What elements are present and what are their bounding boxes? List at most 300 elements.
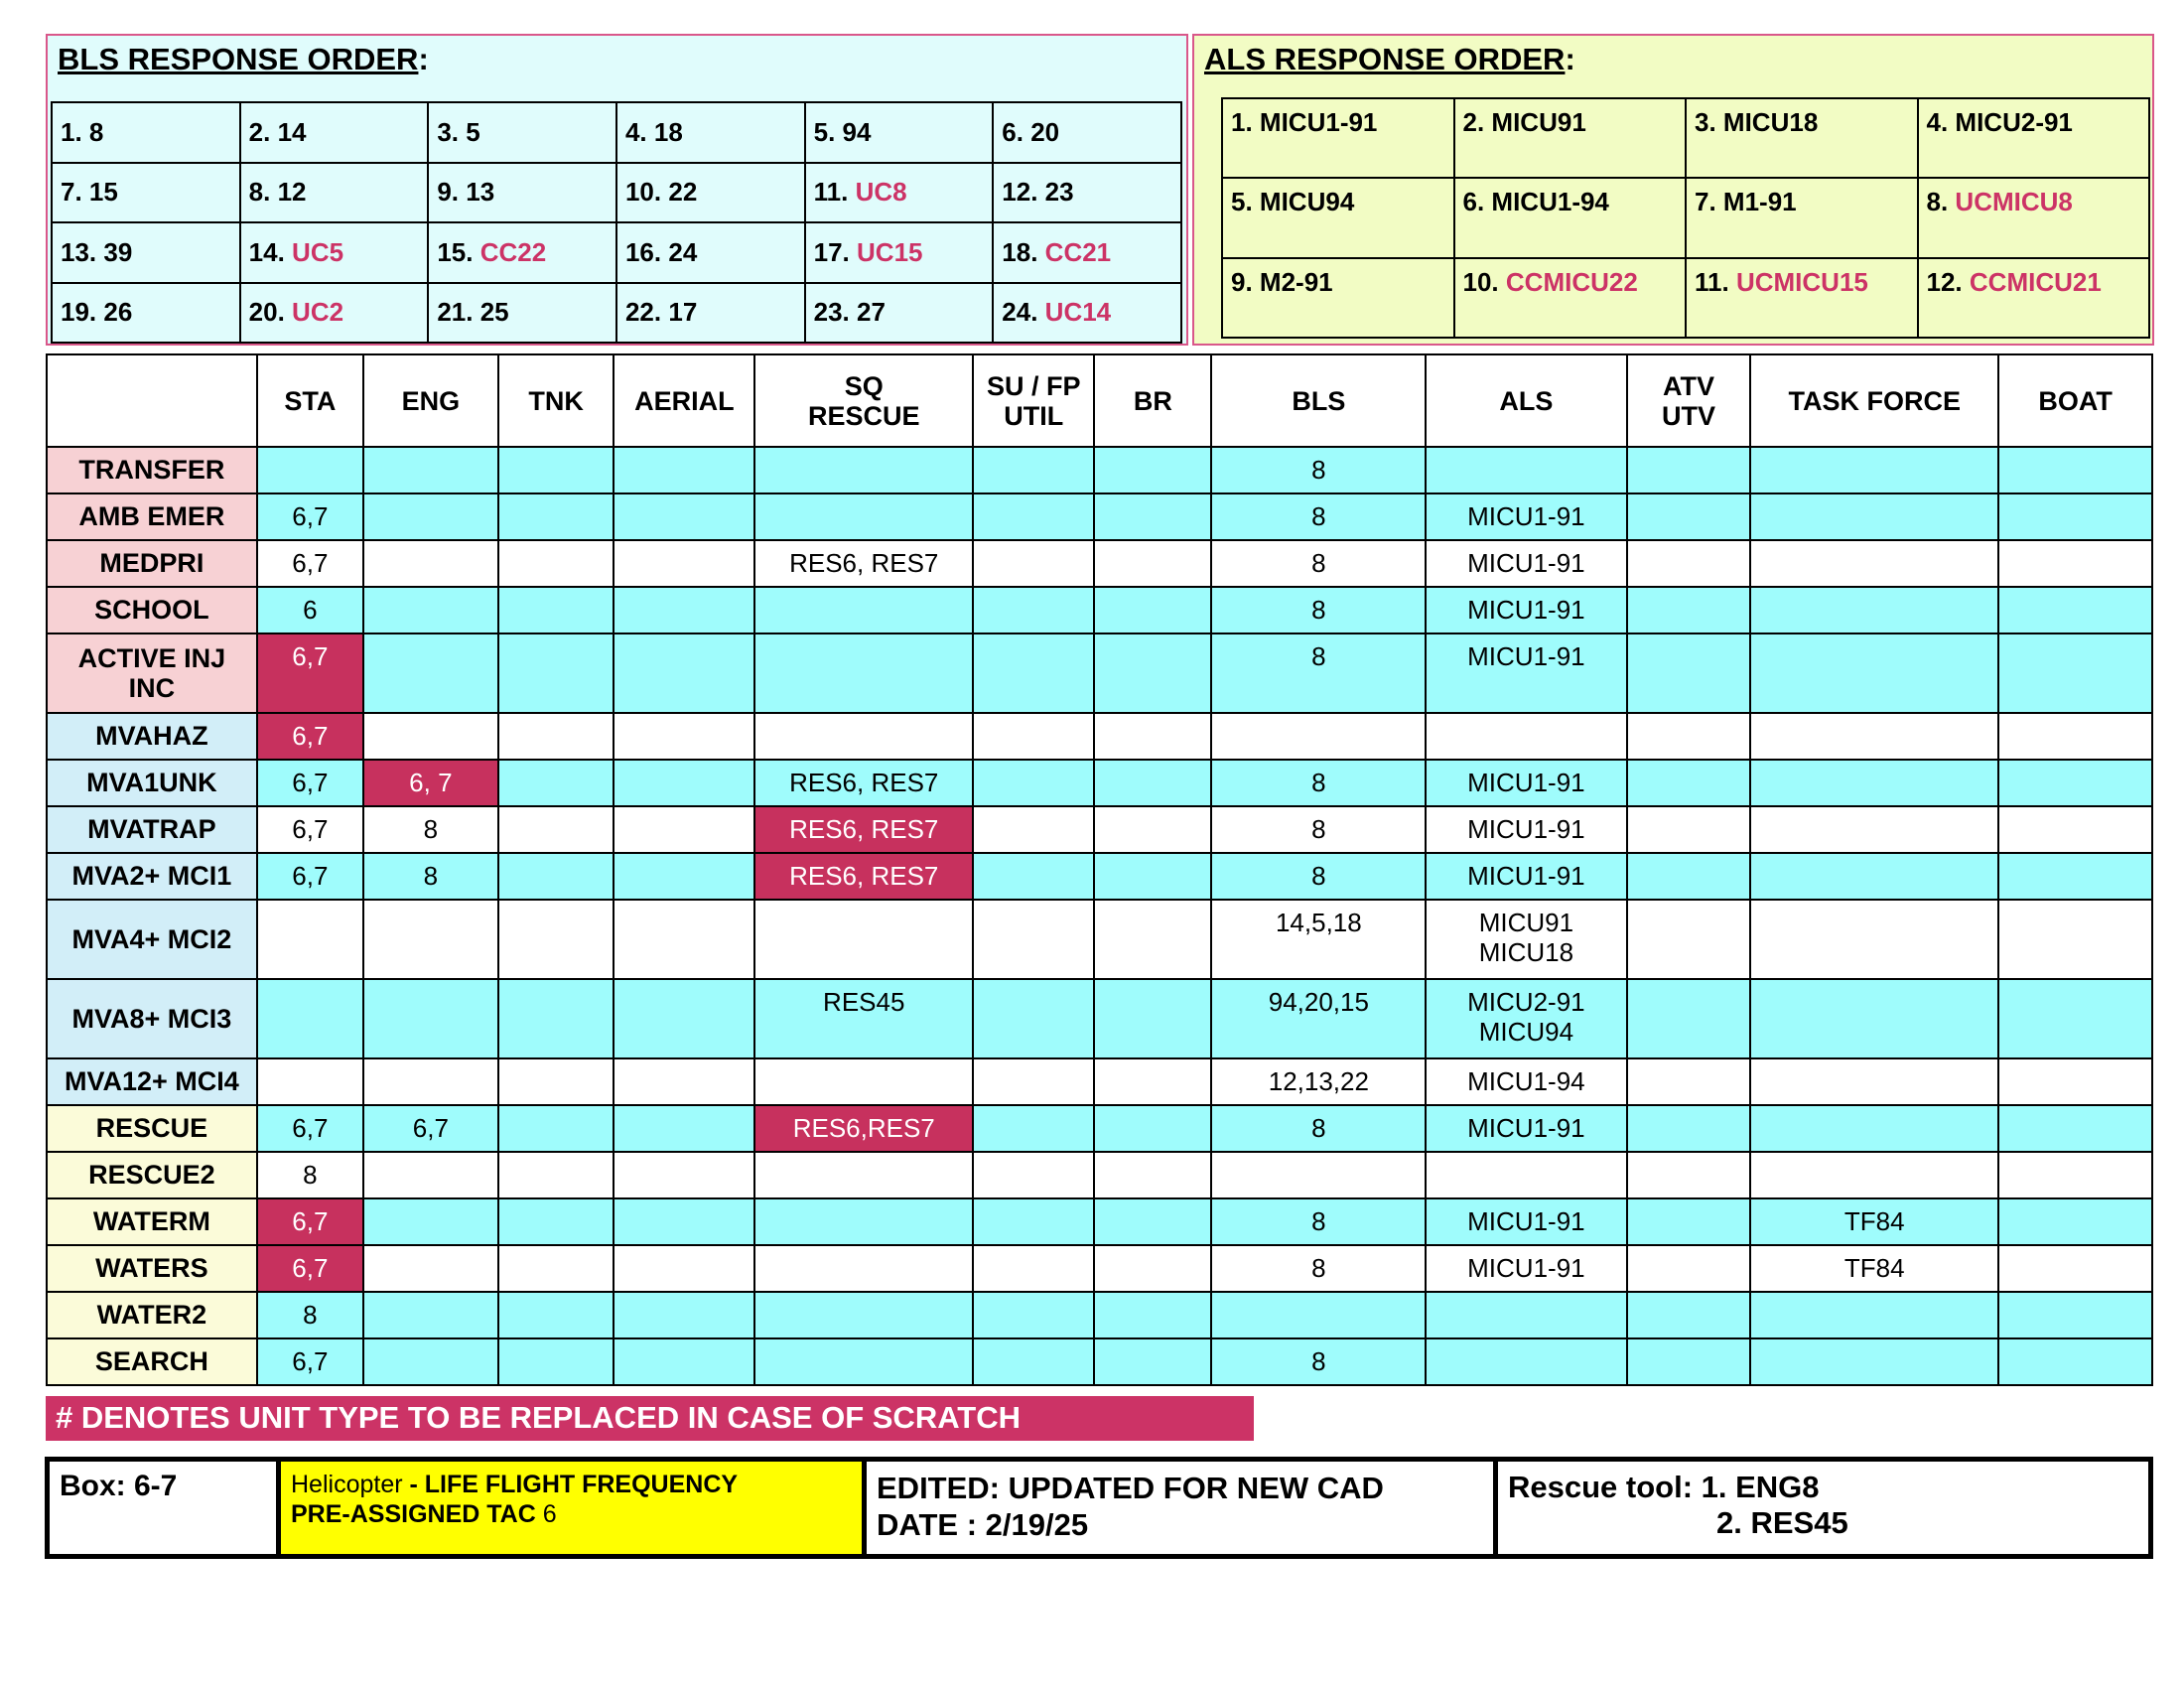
grid-cell	[363, 447, 498, 493]
grid-cell	[363, 540, 498, 587]
grid-cell	[1750, 806, 1998, 853]
grid-cell	[1094, 1105, 1211, 1152]
grid-cell	[614, 1292, 754, 1338]
grid-cell	[363, 1152, 498, 1198]
grid-cell	[1627, 900, 1751, 979]
grid-cell: 6,7	[257, 493, 363, 540]
order-rank: 18.	[1002, 236, 1038, 267]
order-rank: 10.	[624, 177, 662, 208]
grid-cell: 8	[257, 1292, 363, 1338]
grid-cell	[1998, 1198, 2152, 1245]
grid-cell: RES45	[754, 979, 973, 1058]
table-row	[47, 713, 2152, 760]
grid-cell	[363, 1198, 498, 1245]
grid-cell	[498, 713, 614, 760]
order-unit: UCMICU15	[1735, 266, 1868, 297]
bls-order-cell	[240, 163, 429, 223]
order-rank: 16.	[624, 236, 662, 267]
bls-order-cell	[805, 163, 994, 223]
grid-cell	[1750, 587, 1998, 633]
grid-cell	[363, 979, 498, 1058]
grid-cell: MICU1-91	[1426, 760, 1626, 806]
column-header: ATV UTV	[1627, 354, 1751, 447]
bls-order-cell	[805, 283, 994, 344]
bls-order-cell	[616, 102, 805, 163]
grid-cell	[1998, 447, 2152, 493]
grid-cell	[1094, 540, 1211, 587]
grid-cell	[973, 713, 1094, 760]
bls-title: BLS RESPONSE ORDER:	[58, 42, 429, 76]
grid-cell	[1998, 979, 2152, 1058]
grid-cell	[1627, 447, 1751, 493]
grid-cell: 8	[1211, 540, 1426, 587]
column-header: BR	[1094, 354, 1211, 447]
row-label: WATER2	[47, 1292, 257, 1338]
order-unit: UC14	[1044, 297, 1112, 328]
grid-cell	[363, 1338, 498, 1385]
grid-cell	[1998, 713, 2152, 760]
als-order-cell	[1454, 178, 1687, 257]
grid-cell	[1750, 900, 1998, 979]
order-rank: 3.	[437, 116, 459, 147]
row-label: SEARCH	[47, 1338, 257, 1385]
grid-cell	[614, 853, 754, 900]
column-header: AERIAL	[614, 354, 754, 447]
grid-cell: RES6,RES7	[754, 1105, 973, 1152]
grid-cell	[754, 1338, 973, 1385]
grid-cell	[498, 1105, 614, 1152]
table-row	[47, 633, 2152, 713]
grid-cell	[363, 587, 498, 633]
grid-cell	[1750, 1152, 1998, 1198]
rescue-tool-line-1: Rescue tool: 1. ENG8	[1508, 1470, 1820, 1504]
grid-cell	[1094, 1292, 1211, 1338]
order-unit: 12	[277, 177, 307, 208]
bls-order-cell	[52, 163, 240, 223]
order-rank: 12.	[1926, 266, 1963, 297]
row-label: MVAHAZ	[47, 713, 257, 760]
table-row	[47, 1198, 2152, 1245]
grid-cell: MICU1-94	[1426, 1058, 1626, 1105]
grid-cell: 8	[1211, 633, 1426, 713]
grid-cell	[1998, 633, 2152, 713]
order-unit: 5	[466, 116, 480, 147]
grid-cell	[1998, 1338, 2152, 1385]
grid-cell: MICU1-91	[1426, 1198, 1626, 1245]
order-unit: UCMICU8	[1955, 187, 2073, 217]
grid-cell	[973, 979, 1094, 1058]
grid-cell	[1094, 1198, 1211, 1245]
grid-cell: 8	[257, 1152, 363, 1198]
grid-cell	[1426, 713, 1626, 760]
grid-cell	[1627, 1292, 1751, 1338]
table-row	[47, 1105, 2152, 1152]
bls-order-cell	[428, 102, 616, 163]
order-rank: 24.	[1002, 297, 1038, 328]
column-header: ALS	[1426, 354, 1626, 447]
bls-order-cell	[240, 283, 429, 344]
order-rank: 2.	[248, 116, 271, 147]
als-order-cell	[1454, 98, 1687, 178]
grid-cell	[973, 540, 1094, 587]
order-rank: 13.	[61, 236, 97, 267]
grid-cell: RES6, RES7	[754, 760, 973, 806]
grid-cell: TF84	[1750, 1245, 1998, 1292]
grid-cell	[498, 633, 614, 713]
grid-cell	[1998, 1245, 2152, 1292]
order-unit: CC22	[479, 236, 547, 267]
order-rank: 3.	[1695, 107, 1716, 137]
order-unit: 24	[668, 236, 698, 267]
order-unit: 23	[1044, 177, 1074, 208]
bls-order-row	[52, 163, 1181, 223]
grid-cell	[257, 447, 363, 493]
order-rank: 8.	[1926, 187, 1949, 217]
order-unit: CCMICU21	[1969, 266, 2102, 297]
edit-info	[867, 1462, 1498, 1554]
grid-cell	[257, 1058, 363, 1105]
bls-order-cell	[240, 102, 429, 163]
grid-cell: 6,7	[257, 713, 363, 760]
grid-cell	[973, 1152, 1094, 1198]
grid-cell	[1094, 447, 1211, 493]
grid-cell: MICU91 MICU18	[1426, 900, 1626, 979]
column-header: SQ RESCUE	[754, 354, 973, 447]
grid-cell: 6,7	[257, 1338, 363, 1385]
grid-cell	[498, 979, 614, 1058]
bls-order-cell	[616, 163, 805, 223]
grid-cell	[1627, 493, 1751, 540]
grid-cell	[1750, 1338, 1998, 1385]
grid-cell	[1211, 1292, 1426, 1338]
grid-cell	[754, 1152, 973, 1198]
grid-cell	[1750, 853, 1998, 900]
grid-cell	[973, 1338, 1094, 1385]
grid-cell	[498, 1292, 614, 1338]
row-label: MVA1UNK	[47, 760, 257, 806]
order-unit: 26	[103, 297, 133, 328]
grid-cell: 6,7	[257, 1105, 363, 1152]
row-label: TRANSFER	[47, 447, 257, 493]
grid-cell: 6,7	[257, 1198, 363, 1245]
order-rank: 10.	[1462, 266, 1499, 297]
order-rank: 1.	[61, 116, 82, 147]
grid-cell	[1211, 713, 1426, 760]
grid-cell	[754, 1245, 973, 1292]
grid-cell	[614, 1152, 754, 1198]
row-label: MVA8+ MCI3	[47, 979, 257, 1058]
grid-cell	[363, 900, 498, 979]
als-order-cell	[1222, 258, 1454, 338]
als-title: ALS RESPONSE ORDER:	[1204, 42, 1575, 76]
order-rank: 4.	[624, 116, 647, 147]
grid-cell	[754, 900, 973, 979]
grid-cell	[614, 806, 754, 853]
bls-order-cell	[993, 163, 1181, 223]
table-row	[47, 447, 2152, 493]
grid-cell	[1426, 1152, 1626, 1198]
grid-cell	[1998, 760, 2152, 806]
grid-cell	[498, 806, 614, 853]
table-row	[47, 1058, 2152, 1105]
order-unit: MICU2-91	[1955, 107, 2073, 137]
order-unit: 17	[668, 297, 698, 328]
helicopter-label: Helicopter	[291, 1471, 403, 1498]
order-rank: 19.	[61, 297, 97, 328]
grid-cell: 6,7	[257, 853, 363, 900]
order-rank: 12.	[1002, 177, 1038, 208]
order-rank: 9.	[1231, 266, 1253, 297]
als-order-cell	[1686, 178, 1918, 257]
table-row	[47, 1245, 2152, 1292]
grid-cell	[1750, 1292, 1998, 1338]
grid-cell	[1627, 587, 1751, 633]
bls-order-cell	[805, 222, 994, 283]
bls-order-row	[52, 283, 1181, 344]
order-rank: 6.	[1462, 187, 1485, 217]
grid-cell	[973, 587, 1094, 633]
order-rank: 23.	[813, 297, 850, 328]
grid-cell	[363, 633, 498, 713]
grid-cell: 94,20,15	[1211, 979, 1426, 1058]
order-rank: 5.	[813, 116, 836, 147]
order-rank: 17.	[813, 236, 850, 267]
order-unit: M2-91	[1259, 266, 1333, 297]
order-rank: 1.	[1231, 107, 1253, 137]
grid-cell	[973, 853, 1094, 900]
order-rank: 7.	[1695, 187, 1716, 217]
order-rank: 9.	[437, 177, 459, 208]
rescue-tool-line-2: 2. RES45	[1716, 1505, 1848, 1540]
grid-cell	[498, 1245, 614, 1292]
grid-cell: 8	[1211, 587, 1426, 633]
bls-order-cell	[428, 163, 616, 223]
order-rank: 20.	[248, 297, 285, 328]
order-unit: 8	[88, 116, 104, 147]
scratch-note-banner: # DENOTES UNIT TYPE TO BE REPLACED IN CASE OF SCRATCH	[46, 1396, 1254, 1441]
grid-cell: 8	[1211, 1245, 1426, 1292]
column-header: TNK	[498, 354, 614, 447]
grid-cell	[973, 806, 1094, 853]
grid-cell	[1627, 979, 1751, 1058]
grid-cell	[973, 1198, 1094, 1245]
grid-cell: 6,7	[257, 633, 363, 713]
grid-cell	[498, 447, 614, 493]
grid-cell	[1998, 1152, 2152, 1198]
grid-cell	[1750, 633, 1998, 713]
grid-cell	[614, 540, 754, 587]
als-order-cell	[1454, 258, 1687, 338]
row-label: WATERS	[47, 1245, 257, 1292]
table-row	[47, 540, 2152, 587]
grid-cell	[614, 587, 754, 633]
grid-cell	[1627, 1198, 1751, 1245]
grid-cell	[1627, 1245, 1751, 1292]
order-rank: 5.	[1231, 187, 1253, 217]
order-unit: MICU18	[1722, 107, 1819, 137]
grid-cell	[614, 900, 754, 979]
edit-date: DATE : 2/19/25	[877, 1507, 1089, 1542]
als-order-cell	[1686, 98, 1918, 178]
grid-cell	[754, 1198, 973, 1245]
bls-order-cell	[616, 222, 805, 283]
bls-order-cell	[428, 283, 616, 344]
grid-cell	[973, 900, 1094, 979]
pre-assigned-tac-label: PRE-ASSIGNED TAC	[291, 1500, 543, 1528]
grid-cell	[1998, 587, 2152, 633]
grid-cell	[498, 587, 614, 633]
grid-cell	[1627, 713, 1751, 760]
grid-cell	[614, 1198, 754, 1245]
grid-cell: 6,7	[257, 1245, 363, 1292]
als-order-cell	[1222, 98, 1454, 178]
response-assignment-grid	[46, 353, 2153, 1386]
order-unit: 27	[857, 297, 886, 328]
bls-order-cell	[993, 283, 1181, 344]
grid-cell	[498, 853, 614, 900]
edited-note: EDITED: UPDATED FOR NEW CAD	[877, 1471, 1384, 1505]
bls-order-cell	[616, 283, 805, 344]
grid-cell	[973, 1105, 1094, 1152]
table-row	[47, 900, 2152, 979]
grid-cell	[1211, 1152, 1426, 1198]
grid-cell: MICU1-91	[1426, 587, 1626, 633]
grid-cell	[973, 493, 1094, 540]
order-rank: 21.	[437, 297, 474, 328]
order-unit: MICU94	[1259, 187, 1355, 217]
order-rank: 15.	[437, 236, 474, 267]
grid-cell: 8	[363, 853, 498, 900]
grid-cell	[363, 713, 498, 760]
grid-cell	[754, 1292, 973, 1338]
life-flight-frequency: - LIFE FLIGHT FREQUENCY	[402, 1471, 739, 1498]
als-order-table	[1221, 97, 2150, 339]
grid-cell: 6, 7	[363, 760, 498, 806]
bls-order-table	[51, 101, 1182, 344]
column-header	[47, 354, 257, 447]
grid-cell	[614, 447, 754, 493]
als-order-row	[1222, 98, 2149, 178]
grid-cell	[1094, 493, 1211, 540]
grid-cell	[498, 1338, 614, 1385]
grid-cell	[1627, 1105, 1751, 1152]
row-label: MVA12+ MCI4	[47, 1058, 257, 1105]
table-row	[47, 1338, 2152, 1385]
grid-cell: MICU1-91	[1426, 1245, 1626, 1292]
grid-cell	[1627, 760, 1751, 806]
grid-cell	[614, 1338, 754, 1385]
als-order-cell	[1918, 98, 2150, 178]
grid-cell	[1426, 1292, 1626, 1338]
rescue-tool-info	[1498, 1462, 2148, 1554]
table-row	[47, 853, 2152, 900]
order-rank: 7.	[61, 177, 82, 208]
bls-order-cell	[52, 283, 240, 344]
grid-cell: MICU1-91	[1426, 806, 1626, 853]
grid-cell	[754, 493, 973, 540]
als-response-order-panel	[1192, 34, 2154, 346]
order-unit: 14	[277, 116, 307, 147]
order-unit: UC8	[855, 177, 907, 208]
grid-cell	[498, 900, 614, 979]
bls-order-cell	[805, 102, 994, 163]
grid-cell	[754, 1058, 973, 1105]
order-rank: 11.	[1695, 266, 1729, 297]
grid-cell: TF84	[1750, 1198, 1998, 1245]
bls-order-cell	[52, 222, 240, 283]
table-row	[47, 1292, 2152, 1338]
grid-cell	[614, 633, 754, 713]
grid-cell	[754, 633, 973, 713]
grid-cell	[1094, 713, 1211, 760]
grid-cell: MICU1-91	[1426, 633, 1626, 713]
order-unit: M1-91	[1722, 187, 1797, 217]
bls-order-cell	[993, 222, 1181, 283]
row-label: SCHOOL	[47, 587, 257, 633]
grid-cell	[973, 447, 1094, 493]
order-unit: 39	[103, 236, 133, 267]
order-rank: 8.	[248, 177, 271, 208]
grid-cell	[1998, 1058, 2152, 1105]
table-row	[47, 760, 2152, 806]
grid-cell	[1627, 1152, 1751, 1198]
grid-cell	[1094, 1245, 1211, 1292]
grid-cell	[498, 1058, 614, 1105]
grid-cell	[1750, 979, 1998, 1058]
grid-cell	[498, 760, 614, 806]
grid-cell: 8	[1211, 493, 1426, 540]
grid-cell	[363, 1245, 498, 1292]
grid-cell	[754, 587, 973, 633]
order-rank: 22.	[624, 297, 662, 328]
bls-response-order-panel	[46, 34, 1188, 346]
grid-cell	[1998, 493, 2152, 540]
grid-cell: 6,7	[257, 806, 363, 853]
grid-cell	[1998, 540, 2152, 587]
bls-order-cell	[428, 222, 616, 283]
order-unit: MICU1-94	[1491, 187, 1609, 217]
grid-cell	[363, 1058, 498, 1105]
grid-cell	[1094, 1338, 1211, 1385]
grid-cell	[614, 1105, 754, 1152]
grid-cell	[1627, 806, 1751, 853]
column-header: STA	[257, 354, 363, 447]
bls-order-cell	[52, 102, 240, 163]
grid-cell	[754, 713, 973, 760]
bls-order-cell	[993, 102, 1181, 163]
grid-cell	[1998, 806, 2152, 853]
grid-cell: 8	[1211, 1338, 1426, 1385]
grid-cell	[1998, 1292, 2152, 1338]
order-rank: 14.	[248, 236, 285, 267]
grid-cell	[1998, 853, 2152, 900]
order-unit: 15	[88, 177, 118, 208]
order-rank: 11.	[813, 177, 849, 208]
grid-cell	[1627, 1338, 1751, 1385]
grid-cell	[1750, 540, 1998, 587]
row-label: MVATRAP	[47, 806, 257, 853]
order-unit: 22	[668, 177, 698, 208]
grid-cell: 8	[1211, 447, 1426, 493]
order-unit: 13	[466, 177, 495, 208]
als-order-row	[1222, 258, 2149, 338]
grid-cell	[1094, 633, 1211, 713]
grid-cell	[257, 900, 363, 979]
grid-cell	[1750, 493, 1998, 540]
grid-cell	[257, 979, 363, 1058]
als-order-cell	[1686, 258, 1918, 338]
row-label: MEDPRI	[47, 540, 257, 587]
